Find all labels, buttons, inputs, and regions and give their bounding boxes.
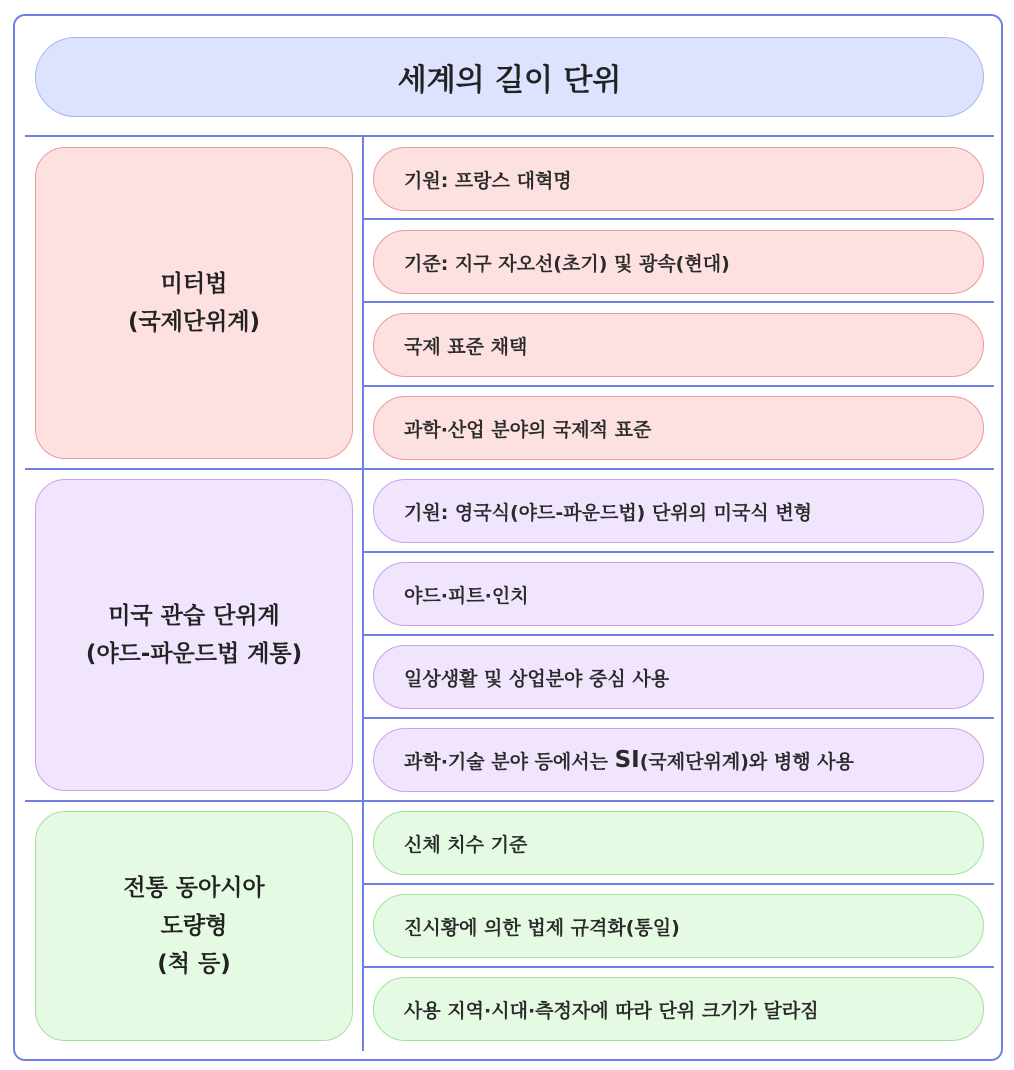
divider-row — [363, 218, 994, 220]
us-item-daily-use: 일상생활 및 상업분야 중심 사용 — [373, 645, 984, 709]
category-metric-name: 미터법 — [160, 271, 228, 297]
category-us-customary — [35, 479, 353, 791]
divider-row — [363, 634, 994, 636]
category-us-subtitle: (야드-파운드법 계통) — [85, 641, 303, 667]
divider-row — [363, 551, 994, 553]
si-highlight: SI — [614, 747, 640, 773]
metric-item-standard: 기준: 지구 자오선(초기) 및 광속(현대) — [373, 230, 984, 294]
eastasia-item-body: 신체 치수 기준 — [373, 811, 984, 875]
us-item-origin: 기원: 영국식(야드-파운드법) 단위의 미국식 변형 — [373, 479, 984, 543]
category-east-asia — [35, 811, 353, 1041]
us-item-units: 야드·피트·인치 — [373, 562, 984, 626]
divider-us-eastasia — [25, 800, 994, 802]
diagram-title: 세계의 길이 단위 — [35, 37, 984, 117]
category-east-asia-subtitle: (척 등) — [157, 951, 231, 977]
category-metric-subtitle: (국제단위계) — [127, 309, 261, 335]
divider-row — [363, 385, 994, 387]
eastasia-item-variation: 사용 지역·시대·측정자에 따라 단위 크기가 달라짐 — [373, 977, 984, 1041]
category-us-name: 미국 관습 단위계 — [108, 603, 280, 629]
divider-row — [363, 717, 994, 719]
divider-row — [363, 301, 994, 303]
metric-item-adoption: 국제 표준 채택 — [373, 313, 984, 377]
category-east-asia-name-2: 도량형 — [160, 913, 228, 939]
us-item-si-parallel — [373, 728, 984, 792]
divider-metric-us — [25, 468, 994, 470]
divider-vertical — [362, 136, 364, 1051]
divider-row — [363, 966, 994, 968]
metric-item-origin: 기원: 프랑스 대혁명 — [373, 147, 984, 211]
eastasia-item-unification: 진시황에 의한 법제 규격화(통일) — [373, 894, 984, 958]
metric-item-usage: 과학·산업 분야의 국제적 표준 — [373, 396, 984, 460]
category-east-asia-name: 전통 동아시아 — [123, 875, 265, 901]
us-item-si-prefix: 과학·기술 분야 등에서는 — [404, 750, 615, 773]
divider-row — [363, 883, 994, 885]
category-metric — [35, 147, 353, 459]
divider-top — [25, 135, 994, 137]
us-item-si-suffix: (국제단위계)와 병행 사용 — [639, 750, 854, 773]
